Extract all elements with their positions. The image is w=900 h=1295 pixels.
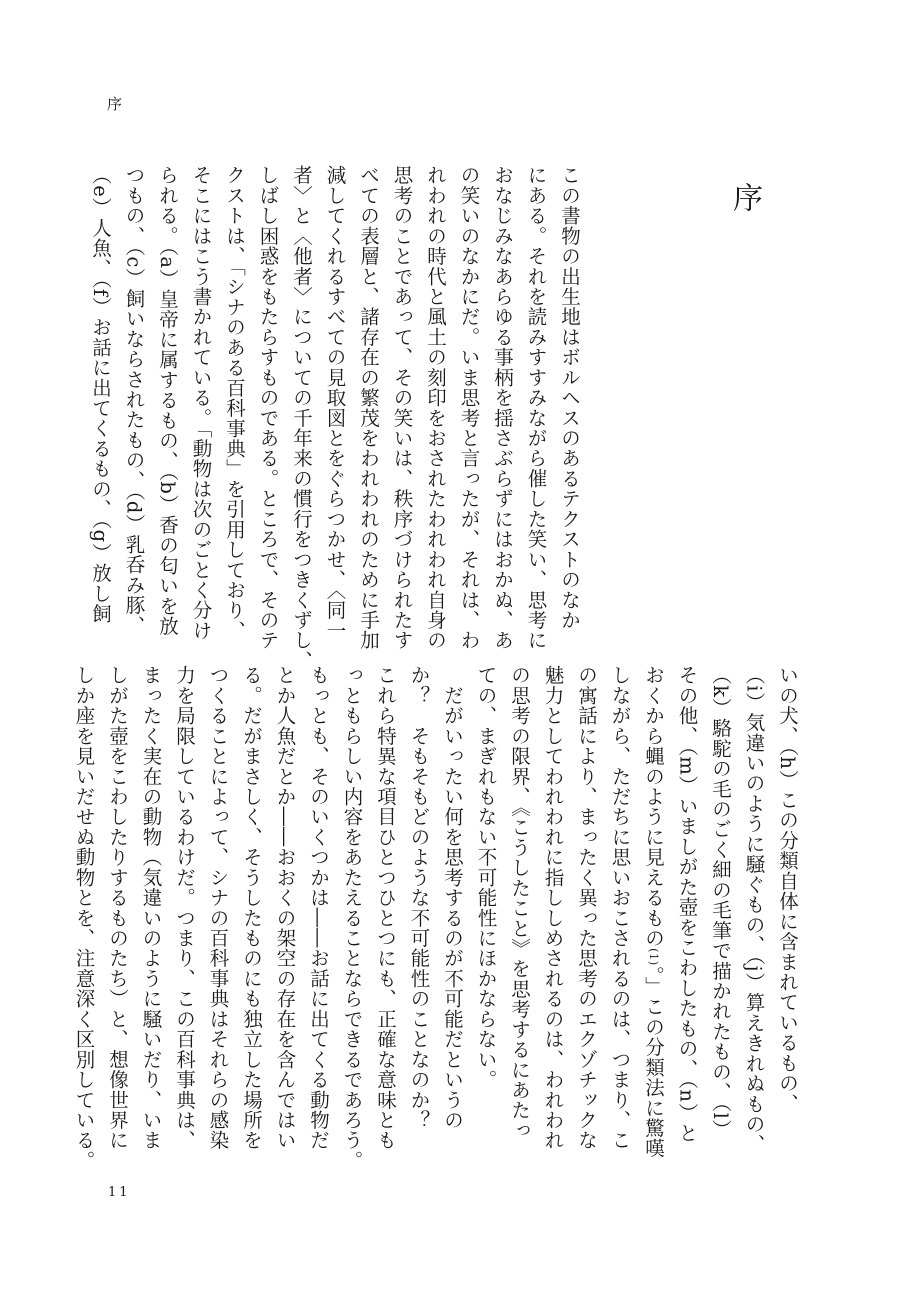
- text-line: （k）駱駝の毛のごく細の毛筆で描かれたもの、（l）: [709, 665, 732, 1140]
- text-line: しばし困惑をもたらすものである。ところで、そのテ: [256, 165, 280, 651]
- text-line: （e）人魚、（f）お話に出てくるもの、（g）放し飼: [89, 165, 112, 624]
- text-line: 減してくれるすべての見取図とをぐらつかせ、〈同一: [323, 165, 347, 641]
- text-line: れわれの時代と風土の刻印をおされたわれわれ自身の: [424, 165, 447, 651]
- text-line: る。だがまさしく、そうしたものにも独立した場所を: [240, 665, 263, 1151]
- text-line-body: おくから蝿のように見えるもの: [642, 665, 665, 949]
- text-line: しか座を見いだせぬ動物とを、注意深く区別している。: [72, 665, 96, 1171]
- text-line: いの犬、（h）この分類自体に含まれているもの、: [776, 665, 799, 1114]
- text-line: この書物の出生地はボルヘスのあるテクストのなか: [558, 165, 581, 631]
- text-line: 思考のことであって、その笑いは、秩序づけられたす: [390, 165, 414, 651]
- text-line: とか人魚だとか――おおくの架空の存在を含んではい: [273, 665, 297, 1151]
- text-block-top: [89, 165, 586, 671]
- text-line-rest: 。」この分類法に驚嘆: [642, 965, 665, 1159]
- footnote-marker: (1): [647, 948, 660, 966]
- text-line: られる。（a）皇帝に属するもの、（b）香の匂いを放: [156, 165, 179, 637]
- text-line: つくることによって、シナの百科事典はそれらの感染: [206, 665, 230, 1151]
- text-line: か？ そもそもどのような不可能性のことなのか？: [407, 665, 431, 1131]
- text-line: まったく実在の動物（気違いのように騒いだり、いま: [139, 665, 163, 1151]
- text-line: だがいったい何を思考するのが不可能だというの: [441, 665, 464, 1131]
- text-line: [637, 665, 671, 1159]
- text-line: 力を局限しているわけだ。つまり、この百科事典は、: [173, 665, 196, 1151]
- text-line: しながら、ただちに思いおこされるのは、つまり、こ: [608, 665, 632, 1151]
- text-line: っともらしい内容をあたえることならできるであろう。: [340, 665, 364, 1171]
- text-block-bottom: [72, 665, 804, 1171]
- text-line: しがた壺をこわしたりするものたち）と、想像世界に: [106, 665, 129, 1151]
- text-line: これら特異な項目ひとつひとつにも、正確な意味とも: [374, 665, 397, 1151]
- text-line: の笑いのなかにだ。いま思考と言ったが、それは、わ: [457, 165, 481, 651]
- text-line: もっとも、そのいくつかは――お話に出てくる動物だ: [307, 665, 330, 1151]
- text-line: 魅力としてわれわれに指ししめされるのは、われわれ: [541, 665, 565, 1151]
- text-line: の寓話により、まったく異った思考のエクゾチックな: [575, 665, 598, 1151]
- text-line: つもの、（c）飼いならされたもの、（d）乳呑み豚、: [122, 165, 146, 636]
- text-line: にある。それを読みすすみながら催した笑い、思考に: [524, 165, 548, 651]
- page-number: 11: [108, 1185, 131, 1200]
- text-line: ての、まぎれもない不可能性にほかならない。: [474, 665, 498, 1090]
- chapter-title: 序: [727, 182, 762, 212]
- text-line: その他、（m）いましがた壺をこわしたもの、（n）と: [675, 665, 699, 1144]
- text-line: べての表層と、諸存在の繁茂をわれわれのために手加: [357, 165, 380, 651]
- text-line: そこにはこう書かれている。「動物は次のごとく分け: [189, 165, 213, 641]
- text-line: （i）気違いのように騒ぐもの、（j）算えきれぬもの、: [742, 665, 766, 1155]
- text-line: クストは、「シナのある百科事典」を引用しており、: [223, 165, 246, 641]
- running-head: 序: [105, 96, 123, 113]
- text-line: 者〉と〈他者〉についての千年来の慣行をつきくずし、: [290, 165, 313, 671]
- text-line: おなじみなあらゆる事柄を揺さぶらずにはおかぬ、あ: [491, 165, 514, 651]
- text-line: の思考の限界、《こうしたこと》を思考するにあたっ: [508, 665, 531, 1141]
